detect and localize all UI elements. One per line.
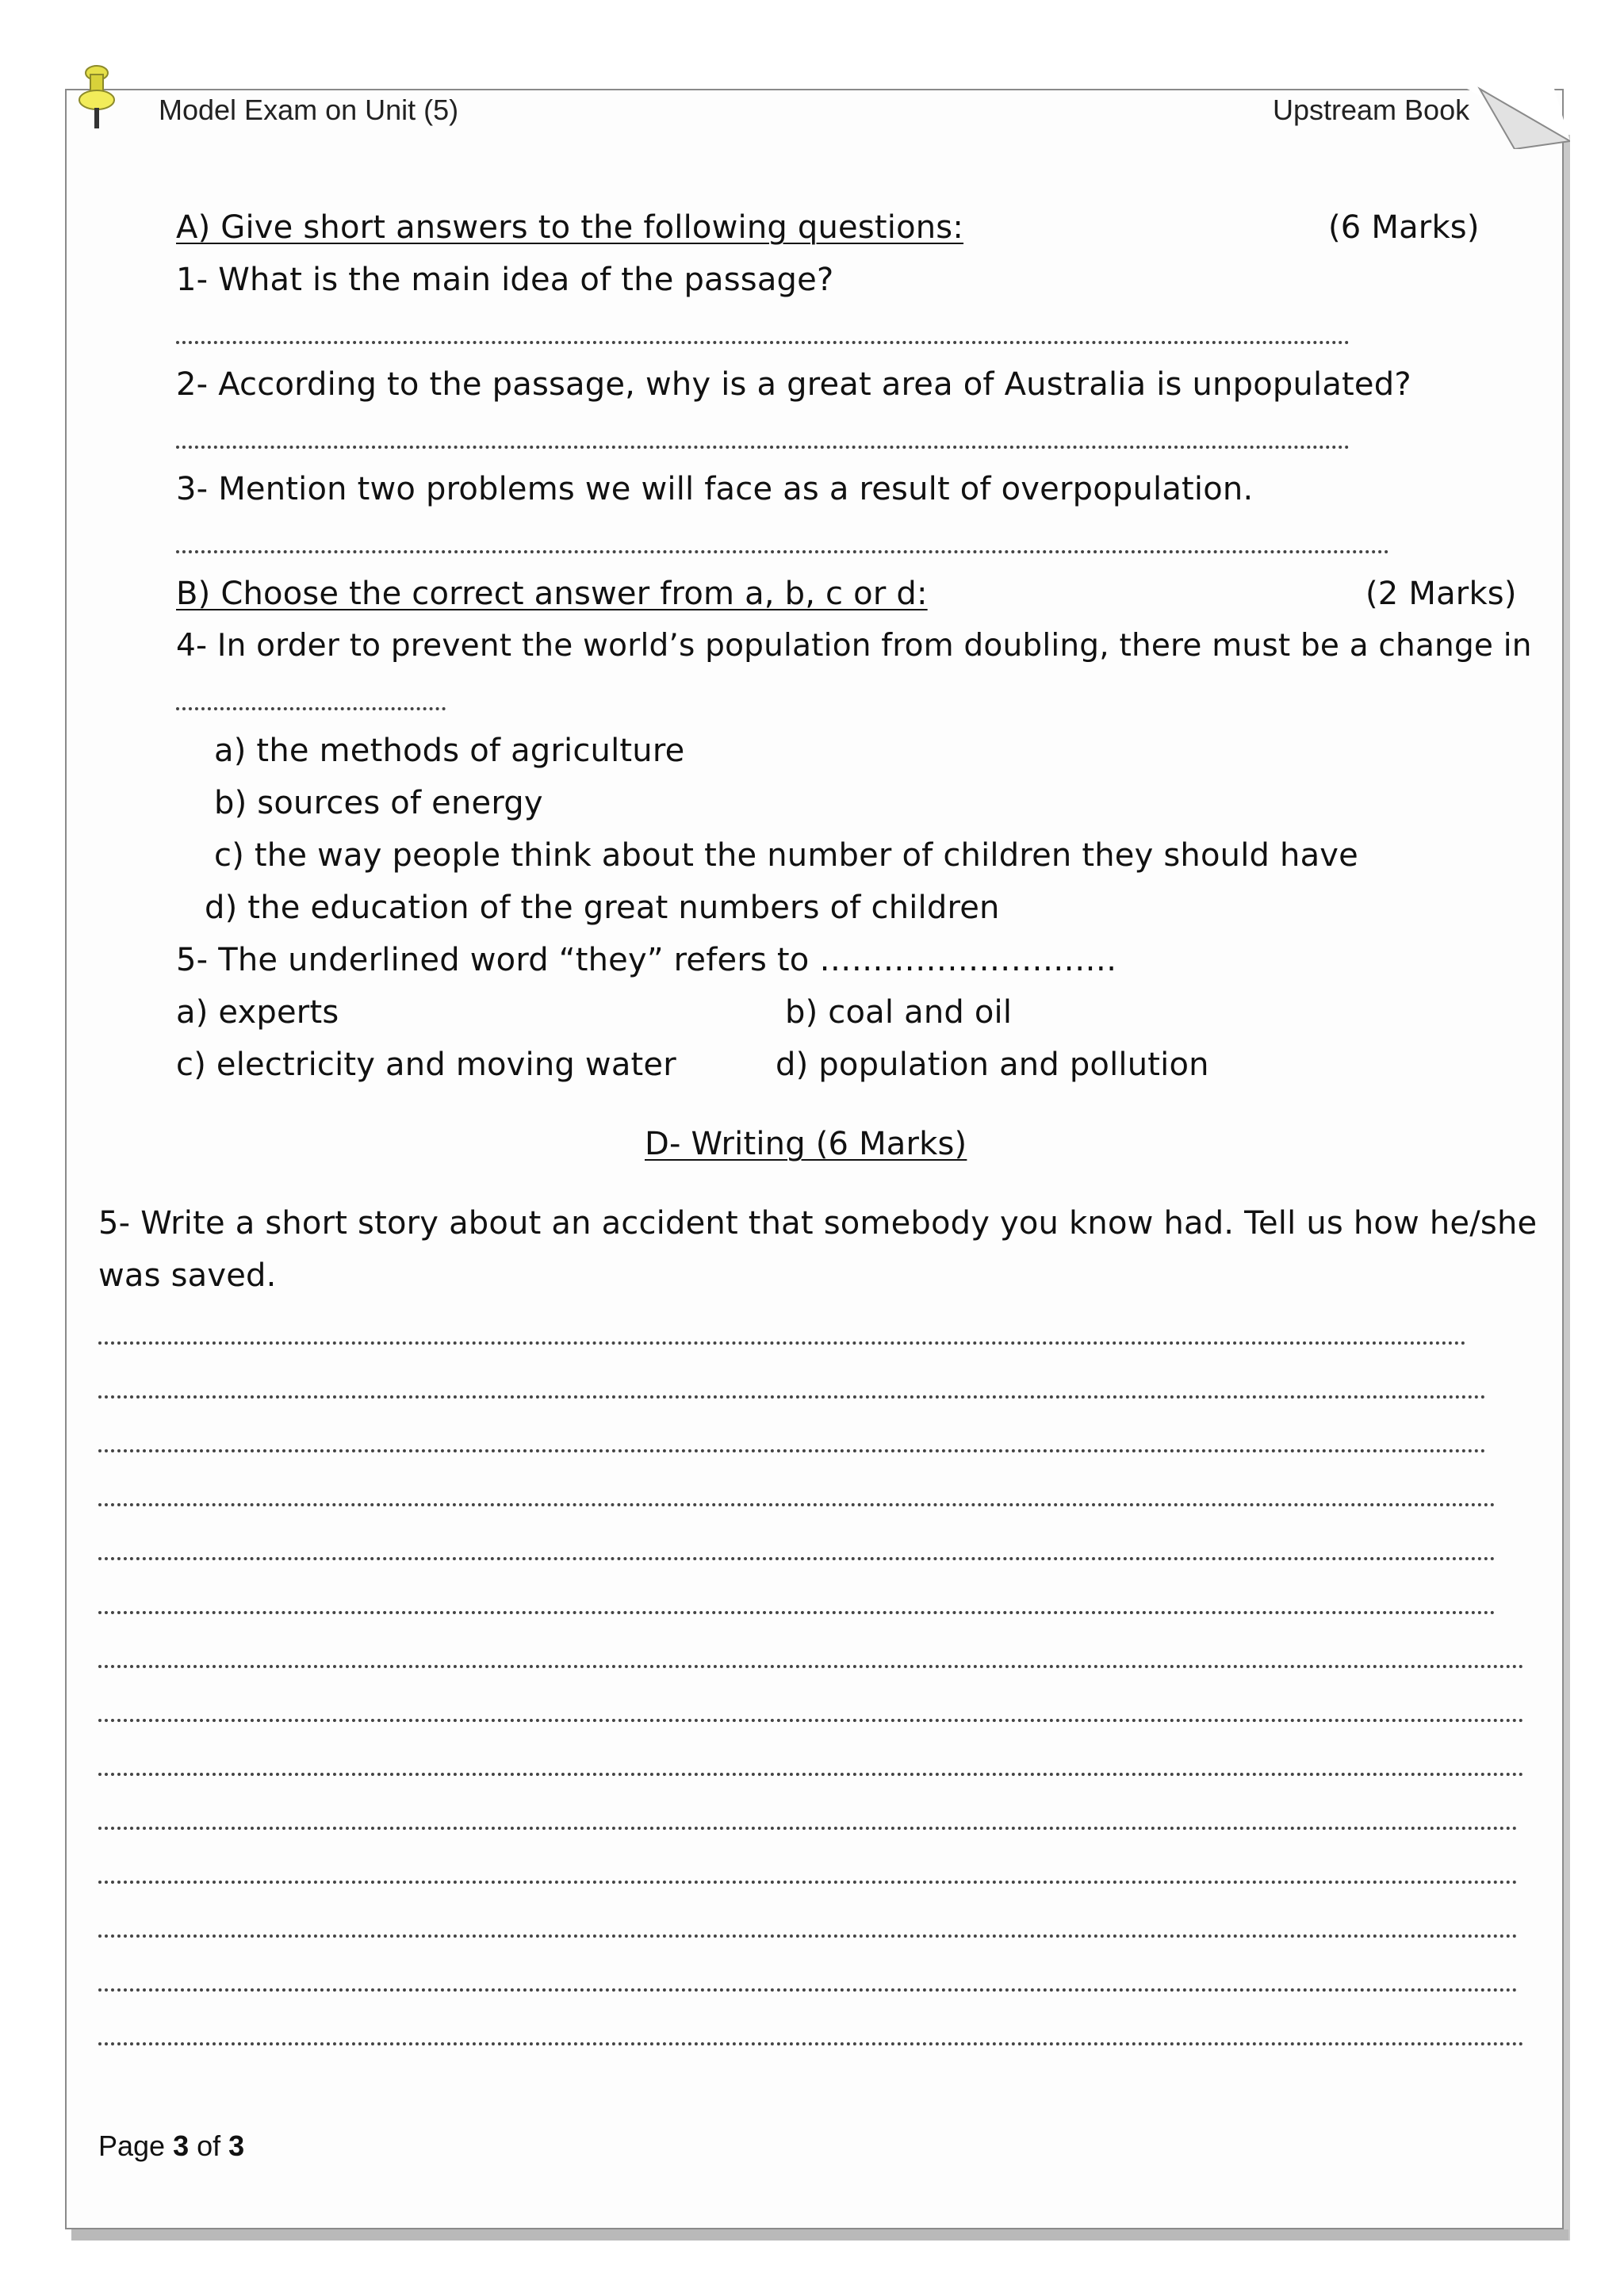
writing-line xyxy=(98,1665,1524,1668)
q4-option-c: c) the way people think about the number of children they should have xyxy=(214,837,1358,874)
blank-line-4 xyxy=(176,707,446,710)
writing-line xyxy=(98,1341,1466,1345)
q5-option-c: c) electricity and moving water xyxy=(176,1047,676,1083)
writing-title: D- Writing (6 Marks) xyxy=(645,1126,967,1162)
page-shadow-bottom xyxy=(71,2229,1568,2241)
writing-line xyxy=(98,1449,1486,1452)
section-b-marks: (2 Marks) xyxy=(1365,576,1517,612)
header-right: Upstream Book xyxy=(1273,94,1470,126)
page-curl-icon xyxy=(1467,86,1570,149)
page-number: Page 3 of 3 xyxy=(98,2130,245,2162)
question-4: 4- In order to prevent the world’s population from doubling, there must be a change in xyxy=(176,628,1532,664)
writing-line xyxy=(98,2042,1524,2045)
section-a-marks: (6 Marks) xyxy=(1328,209,1480,246)
page-shadow-right xyxy=(1564,135,1570,2241)
q4-option-d: d) the education of the great numbers of children xyxy=(205,890,1000,926)
writing-prompt-line-2: was saved. xyxy=(98,1257,277,1294)
writing-line xyxy=(98,1557,1496,1560)
q5-option-a: a) experts xyxy=(176,994,339,1031)
writing-line xyxy=(98,1611,1496,1614)
writing-line xyxy=(98,1773,1524,1776)
answer-line-1 xyxy=(176,341,1350,344)
header-left: Model Exam on Unit (5) xyxy=(159,94,459,126)
section-b-title: B) Choose the correct answer from a, b, c or d: xyxy=(176,576,928,612)
q5-option-d: d) population and pollution xyxy=(776,1047,1209,1083)
writing-line xyxy=(98,1827,1518,1830)
q4-option-b: b) sources of energy xyxy=(214,785,543,821)
answer-line-2 xyxy=(176,446,1350,449)
section-a-title: A) Give short answers to the following questions: xyxy=(176,209,964,246)
writing-prompt-line-1: 5- Write a short story about an accident that somebody you know had. Tell us how he/she xyxy=(98,1205,1538,1242)
answer-line-3 xyxy=(176,550,1389,553)
question-5: 5- The underlined word “they” refers to ………………………. xyxy=(176,942,1117,978)
writing-line xyxy=(98,1881,1518,1884)
writing-line xyxy=(98,1503,1496,1506)
question-1: 1- What is the main idea of the passage? xyxy=(176,262,834,298)
writing-line xyxy=(98,1395,1486,1399)
writing-line xyxy=(98,1988,1518,1992)
pushpin-icon xyxy=(73,63,121,135)
q4-option-a: a) the methods of agriculture xyxy=(214,733,685,769)
writing-line xyxy=(98,1934,1518,1938)
question-2: 2- According to the passage, why is a great area of Australia is unpopulated? xyxy=(176,366,1411,403)
question-3: 3- Mention two problems we will face as a result of overpopulation. xyxy=(176,471,1254,507)
writing-line xyxy=(98,1719,1524,1722)
q5-option-b: b) coal and oil xyxy=(785,994,1013,1031)
